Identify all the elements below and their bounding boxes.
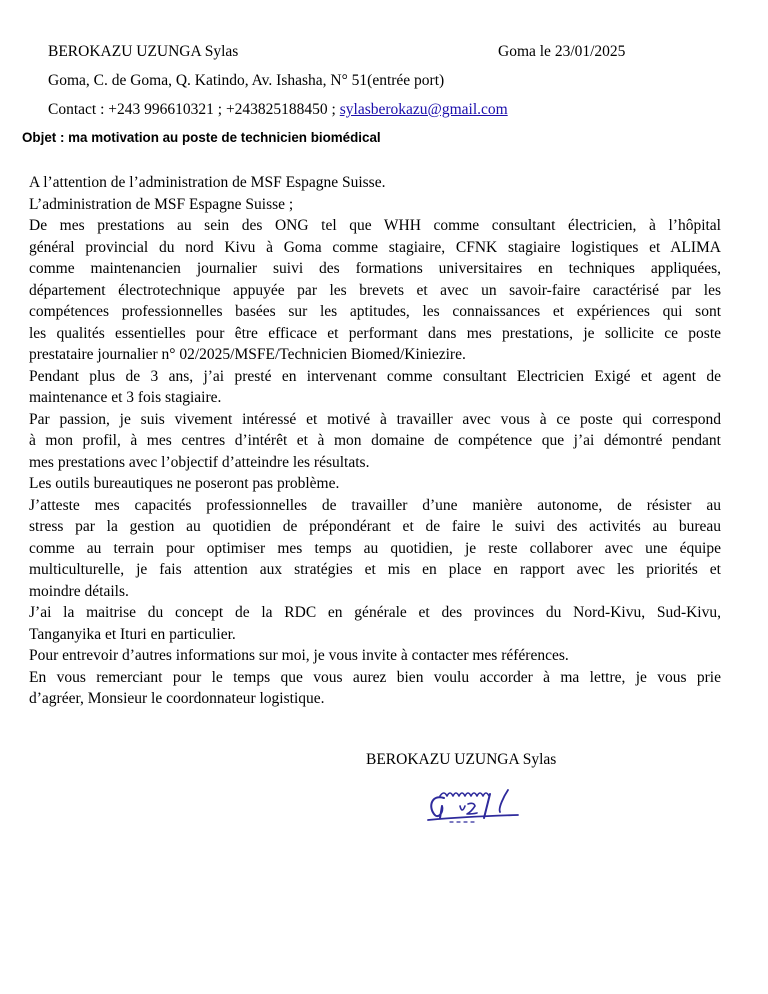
body-line: Les outils bureautiques ne poseront pas problème. bbox=[29, 475, 340, 492]
email-link[interactable]: sylasberokazu@gmail.com bbox=[339, 101, 508, 118]
handwritten-signature bbox=[420, 782, 530, 828]
body-line: Pendant plus de 3 ans, j’ai presté en intervenant comme consultant Electricien Exigé et agent de bbox=[29, 367, 721, 385]
sender-address: Goma, C. de Goma, Q. Katindo, Av. Ishasha, N° 51(entrée port) bbox=[48, 72, 445, 89]
place-date: Goma le 23/01/2025 bbox=[498, 43, 626, 60]
sender-contact bbox=[48, 100, 508, 120]
letter-body bbox=[29, 172, 721, 710]
body-line: moindre détails. bbox=[29, 582, 129, 600]
body-line: comme au terrain pour optimiser mes temps au quotidien, je reste collaborer avec une équipe bbox=[29, 539, 721, 557]
body-line: prestataire journalier n° 02/2025/MSFE/Technicien Biomed/Kiniezire. bbox=[29, 346, 466, 363]
contact-phones: Contact : +243 996610321 ; +243825188450 ; bbox=[48, 101, 340, 118]
body-line: département électrotechnique appuyée par les brevets et avec un savoir-faire caractérisé par les bbox=[29, 281, 721, 299]
body-line: Tanganyika et Ituri en particulier. bbox=[29, 625, 236, 643]
body-line: mes prestations avec l’objectif d’atteindre les résultats. bbox=[29, 453, 370, 471]
body-line: J’ai la maitrise du concept de la RDC en générale et des provinces du Nord-Kivu, Sud-Kivu, bbox=[29, 604, 721, 621]
closing-signatory-name: BEROKAZU UZUNGA Sylas bbox=[366, 751, 557, 768]
body-line: Par passion, je suis vivement intéressé et motivé à travailler avec vous à ce poste qui correspond bbox=[29, 410, 721, 428]
sender-name: BEROKAZU UZUNGA Sylas bbox=[48, 43, 239, 60]
body-line: à mon profil, à mes centres d’intérêt et à mon domaine de compétence que j’ai démontré pendant bbox=[29, 432, 721, 449]
body-line: maintenance et 3 fois stagiaire. bbox=[29, 389, 222, 406]
body-line: d’agréer, Monsieur le coordonnateur logistique. bbox=[29, 690, 325, 707]
body-line: compétences professionnelles basées sur les aptitudes, les connaissances et expériences qui sont bbox=[29, 303, 721, 320]
body-line: J’atteste mes capacités professionnelles de travailler d’une manière autonome, de résister au bbox=[29, 496, 721, 514]
signature-strokes bbox=[428, 790, 518, 822]
letter-subject: Objet : ma motivation au poste de technicien biomédical bbox=[22, 130, 381, 145]
body-line: comme maintenancien journalier suivi des formations universitaires en techniques appliquées, bbox=[29, 260, 721, 277]
body-line: les qualités essentielles pour être efficace et performant dans mes prestations, je sollicite ce poste bbox=[29, 324, 721, 342]
body-line: multiculturelle, je fais attention aux stratégies et mis en place en rapport avec les priorités et bbox=[29, 561, 721, 578]
body-line: général provincial du nord Kivu à Goma comme stagiaire, CFNK stagiaire logistiques et ALIMA bbox=[29, 238, 721, 256]
body-line: En vous remerciant pour le temps que vous aurez bien voulu accorder à ma lettre, je vous prie bbox=[29, 668, 721, 686]
body-line: stress par la gestion au quotidien de prépondérant et de faire le suivi des activités au bureau bbox=[29, 518, 721, 535]
body-line: A l’attention de l’administration de MSF Espagne Suisse. bbox=[29, 174, 386, 191]
body-line: L’administration de MSF Espagne Suisse ; bbox=[29, 195, 294, 213]
body-line: Pour entrevoir d’autres informations sur moi, je vous invite à contacter mes références. bbox=[29, 647, 569, 664]
body-line: De mes prestations au sein des ONG tel que WHH comme consultant électricien, à l’hôpital bbox=[29, 217, 721, 234]
